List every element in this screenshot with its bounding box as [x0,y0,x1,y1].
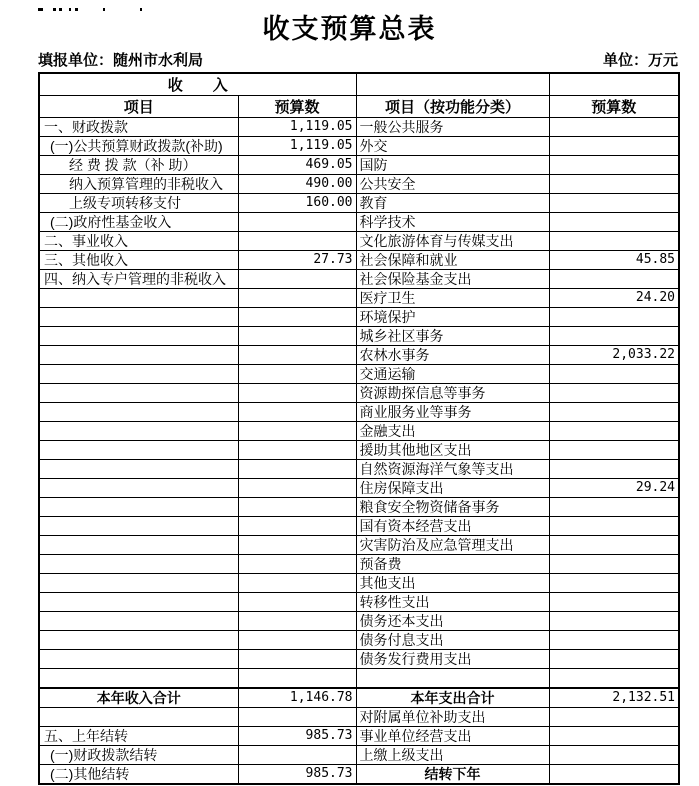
expense-value-cell [549,422,679,441]
expense-item-cell: 医疗卫生 [356,289,549,308]
income-value-cell [238,422,356,441]
expense-value-cell: 24.20 [549,289,679,308]
income-value-cell [238,403,356,422]
section-header-row [39,73,679,96]
expense-value-cell [549,765,679,785]
expense-item-cell: 国防 [356,156,549,175]
expense-item-cell: 金融支出 [356,422,549,441]
expense-item-cell: 债务付息支出 [356,631,549,650]
table-row [39,289,679,308]
income-item-cell [39,289,238,308]
income-value-cell: 1,119.05 [238,118,356,137]
expense-item-cell: 债务发行费用支出 [356,650,549,669]
table-row [39,517,679,536]
income-item-cell [39,574,238,593]
reporting-unit-label: 填报单位：随州市水利局 [38,52,204,69]
expense-item-cell: 转移性支出 [356,593,549,612]
income-value-cell: 985.73 [238,765,356,785]
column-header-row [39,96,679,118]
income-item-cell: 经 费 拨 款（补 助） [39,156,238,175]
income-value-cell [238,498,356,517]
expense-item-cell: 教育 [356,194,549,213]
table-row [39,213,679,232]
page-title: 收支预算总表 [262,14,437,44]
expense-item-cell: 灾害防治及应急管理支出 [356,536,549,555]
expense-value-cell [549,327,679,346]
income-value-cell [238,479,356,498]
clipped-text-fragment [0,7,699,12]
table-row [39,574,679,593]
expense-value-cell [549,137,679,156]
income-item-cell [39,593,238,612]
income-value-cell: 160.00 [238,194,356,213]
income-value-cell [238,346,356,365]
income-value-cell: 985.73 [238,727,356,746]
income-item-cell: 一、财政拨款 [39,118,238,137]
income-value-cell: 1,119.05 [238,137,356,156]
expense-item-cell: 一般公共服务 [356,118,549,137]
summary-row [39,727,679,746]
expense-item-cell: 农林水事务 [356,346,549,365]
table-row [39,175,679,194]
expense-item-cell: 自然资源海洋气象等支出 [356,460,549,479]
expense-value-cell: 29.24 [549,479,679,498]
income-value-cell [238,384,356,403]
expense-item-cell: 其他支出 [356,574,549,593]
income-item-cell [39,612,238,631]
expense-value-cell: 2,033.22 [549,346,679,365]
expense-item-cell: 公共安全 [356,175,549,194]
table-row [39,270,679,289]
income-section-header: 收 入 [39,73,356,96]
expense-item-cell: 城乡社区事务 [356,327,549,346]
income-item-cell [39,650,238,669]
expense-value-cell [549,574,679,593]
income-item-cell [39,631,238,650]
expense-value-cell [549,555,679,574]
summary-row [39,708,679,727]
expense-item-cell: 社会保障和就业 [356,251,549,270]
expense-value-cell [549,498,679,517]
expense-value-cell: 45.85 [549,251,679,270]
income-value-cell: 490.00 [238,175,356,194]
income-value-cell [238,365,356,384]
income-value-cell [238,593,356,612]
income-item-cell [39,536,238,555]
income-item-cell [39,346,238,365]
expense-item-cell: 债务还本支出 [356,612,549,631]
table-row [39,441,679,460]
income-item-cell [39,384,238,403]
expense-item-cell: 预备费 [356,555,549,574]
expense-value-cell: 2,132.51 [549,688,679,708]
income-value-cell [238,555,356,574]
budget-table [38,72,680,785]
income-value-cell [238,270,356,289]
table-row [39,308,679,327]
expense-value-cell [549,631,679,650]
expense-value-cell [549,308,679,327]
table-row [39,251,679,270]
income-value-cell [238,612,356,631]
expense-item-cell [356,669,549,689]
income-item-cell [39,327,238,346]
col-header-expense-item: 项目（按功能分类） [356,96,549,118]
income-value-cell: 27.73 [238,251,356,270]
expense-value-cell [549,441,679,460]
expense-item-cell: 资源勘探信息等事务 [356,384,549,403]
table-row [39,460,679,479]
table-row [39,479,679,498]
income-value-cell [238,574,356,593]
income-value-cell [238,517,356,536]
income-value-cell [238,650,356,669]
expense-value-cell [549,612,679,631]
expense-header-spacer-left [356,73,549,96]
table-row [39,650,679,669]
income-item-cell [39,498,238,517]
expense-item-cell: 结转下年 [356,765,549,785]
income-item-cell: (二)政府性基金收入 [39,213,238,232]
expense-value-cell [549,460,679,479]
income-item-cell: 三、其他收入 [39,251,238,270]
table-row [39,403,679,422]
income-value-cell [238,460,356,479]
expense-item-cell: 援助其他地区支出 [356,441,549,460]
income-item-cell: 五、上年结转 [39,727,238,746]
summary-row [39,765,679,785]
expense-value-cell [549,593,679,612]
expense-item-cell: 文化旅游体育与传媒支出 [356,232,549,251]
income-item-cell [39,441,238,460]
expense-item-cell: 环境保护 [356,308,549,327]
summary-row [39,688,679,708]
table-row [39,194,679,213]
table-row [39,612,679,631]
income-value-cell [238,669,356,689]
income-item-cell [39,403,238,422]
table-row [39,536,679,555]
expense-item-cell: 本年支出合计 [356,688,549,708]
income-item-cell: (一)财政拨款结转 [39,746,238,765]
col-header-income-budget: 预算数 [238,96,356,118]
expense-value-cell [549,270,679,289]
expense-value-cell [549,365,679,384]
expense-value-cell [549,708,679,727]
table-row [39,346,679,365]
table-row [39,384,679,403]
table-row [39,631,679,650]
table-row [39,498,679,517]
income-value-cell: 1,146.78 [238,688,356,708]
income-item-cell: 四、纳入专户管理的非税收入 [39,270,238,289]
expense-header-spacer-right [549,73,679,96]
table-row [39,137,679,156]
table-row [39,593,679,612]
table-row [39,669,679,689]
unit-label: 单位：万元 [602,52,678,69]
table-row [39,156,679,175]
income-value-cell [238,536,356,555]
expense-value-cell [549,650,679,669]
expense-value-cell [549,118,679,137]
expense-value-cell [549,536,679,555]
summary-row [39,746,679,765]
table-row [39,118,679,137]
table-row [39,232,679,251]
expense-value-cell [549,194,679,213]
expense-value-cell [549,384,679,403]
income-value-cell [238,232,356,251]
income-value-cell [238,327,356,346]
income-value-cell [238,708,356,727]
income-item-cell: 本年收入合计 [39,688,238,708]
expense-item-cell: 科学技术 [356,213,549,232]
expense-item-cell: 住房保障支出 [356,479,549,498]
expense-value-cell [549,727,679,746]
income-item-cell: 纳入预算管理的非税收入 [39,175,238,194]
income-item-cell: 二、事业收入 [39,232,238,251]
income-item-cell [39,479,238,498]
income-value-cell [238,631,356,650]
table-row [39,365,679,384]
expense-value-cell [549,213,679,232]
income-item-cell [39,365,238,384]
expense-item-cell: 事业单位经营支出 [356,727,549,746]
income-value-cell [238,308,356,327]
expense-value-cell [549,517,679,536]
expense-item-cell: 外交 [356,137,549,156]
income-item-cell: 上级专项转移支付 [39,194,238,213]
expense-value-cell [549,175,679,194]
expense-value-cell [549,746,679,765]
income-item-cell [39,517,238,536]
table-row [39,422,679,441]
expense-value-cell [549,156,679,175]
income-value-cell: 469.05 [238,156,356,175]
income-value-cell [238,441,356,460]
meta-row [38,49,678,70]
expense-value-cell [549,669,679,689]
income-item-cell: (二)其他结转 [39,765,238,785]
table-row [39,327,679,346]
income-item-cell [39,708,238,727]
income-item-cell [39,460,238,479]
income-item-cell [39,555,238,574]
expense-value-cell [549,403,679,422]
expense-item-cell: 粮食安全物资储备事务 [356,498,549,517]
income-item-cell [39,308,238,327]
income-item-cell: (一)公共预算财政拨款(补助) [39,137,238,156]
expense-value-cell [549,232,679,251]
expense-item-cell: 上缴上级支出 [356,746,549,765]
col-header-income-item: 项目 [39,96,238,118]
expense-item-cell: 交通运输 [356,365,549,384]
expense-item-cell: 对附属单位补助支出 [356,708,549,727]
income-item-cell [39,422,238,441]
income-value-cell [238,213,356,232]
col-header-expense-budget: 预算数 [549,96,679,118]
income-value-cell [238,289,356,308]
expense-item-cell: 社会保险基金支出 [356,270,549,289]
expense-item-cell: 商业服务业等事务 [356,403,549,422]
income-value-cell [238,746,356,765]
table-row [39,555,679,574]
expense-item-cell: 国有资本经营支出 [356,517,549,536]
income-item-cell [39,669,238,689]
